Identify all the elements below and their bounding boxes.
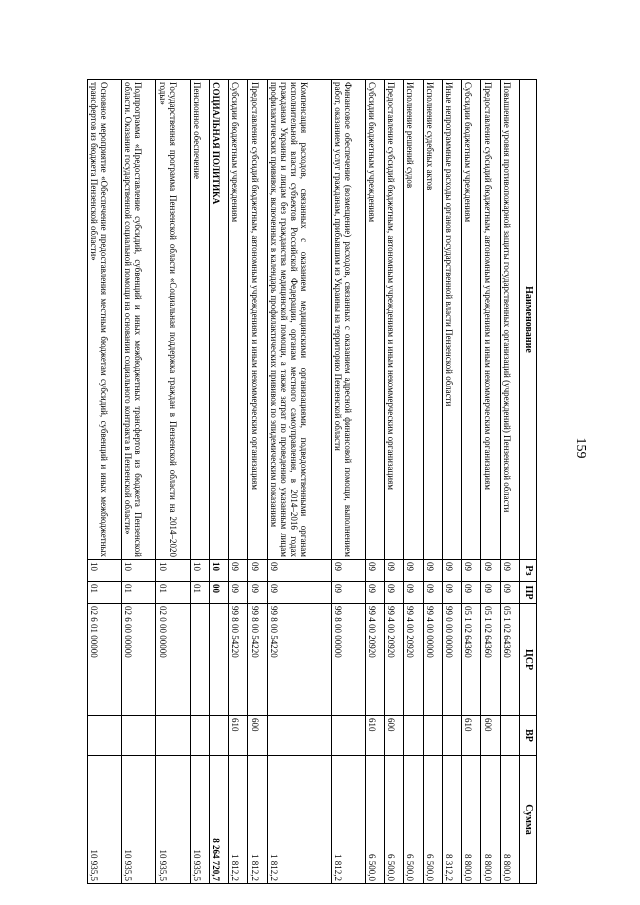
cell-rz: 09 xyxy=(462,560,481,582)
cell-rz: 09 xyxy=(365,560,384,582)
cell-sum: 6 500,0 xyxy=(404,756,423,884)
table-row xyxy=(365,80,384,884)
cell-name: Субсидии бюджетным учреждениям xyxy=(229,80,248,560)
cell-csr: 05 1 02 64360 xyxy=(462,604,481,716)
cell-pr: 01 xyxy=(88,582,122,604)
cell-pr: 09 xyxy=(331,582,365,604)
cell-sum: 6 500,0 xyxy=(423,756,442,884)
cell-sum: 1 812,2 xyxy=(229,756,248,884)
cell-vr: 610 xyxy=(462,716,481,756)
cell-name: Финансовое обеспечение (возмещение) расходов, связанных с оказанием адресной финансовой помощи, выполнением работ, оказанием услуг гражданам, прибывшим из Украины на территорию Пензенской области xyxy=(331,80,365,560)
table-header-row xyxy=(520,80,537,884)
cell-rz: 10 xyxy=(122,560,156,582)
cell-vr: 610 xyxy=(229,716,248,756)
cell-rz: 09 xyxy=(404,560,423,582)
cell-rz: 10 xyxy=(156,560,190,582)
cell-sum: 10 935,5 xyxy=(190,756,209,884)
table-row xyxy=(385,80,404,884)
table-row xyxy=(229,80,248,884)
cell-pr: 09 xyxy=(385,582,404,604)
cell-rz: 10 xyxy=(88,560,122,582)
cell-csr: 99 4 00 20920 xyxy=(404,604,423,716)
cell-csr: 02 6 01 00000 xyxy=(88,604,122,716)
cell-vr xyxy=(442,716,461,756)
cell-pr: 01 xyxy=(156,582,190,604)
cell-csr xyxy=(190,604,209,716)
cell-pr: 09 xyxy=(481,582,500,604)
cell-vr xyxy=(209,716,228,756)
cell-sum: 10 935,5 xyxy=(156,756,190,884)
cell-vr: 600 xyxy=(385,716,404,756)
cell-vr xyxy=(404,716,423,756)
cell-csr: 99 8 00 54220 xyxy=(229,604,248,716)
cell-vr xyxy=(88,716,122,756)
cell-csr: 99 4 00 20920 xyxy=(365,604,384,716)
cell-name: Государственная программа Пензенской области «Социальная поддержка граждан в Пензенской области на 2014–2020 годы» xyxy=(156,80,190,560)
cell-pr: 09 xyxy=(462,582,481,604)
cell-rz: 09 xyxy=(500,560,519,582)
table-row xyxy=(331,80,365,884)
table-row xyxy=(209,80,228,884)
cell-vr: 600 xyxy=(248,716,267,756)
cell-vr xyxy=(423,716,442,756)
cell-vr xyxy=(267,716,331,756)
table-row xyxy=(500,80,519,884)
cell-pr: 09 xyxy=(500,582,519,604)
cell-csr: 99 4 00 20920 xyxy=(385,604,404,716)
cell-sum: 1 812,2 xyxy=(331,756,365,884)
table-row xyxy=(88,80,122,884)
table-row xyxy=(156,80,190,884)
cell-csr: 99 4 00 00000 xyxy=(423,604,442,716)
header-rz: Рз xyxy=(520,560,537,582)
cell-vr: 600 xyxy=(481,716,500,756)
cell-sum: 8 264 720,7 xyxy=(209,756,228,884)
cell-pr: 09 xyxy=(365,582,384,604)
table-row xyxy=(423,80,442,884)
page-number: 159 xyxy=(573,437,588,459)
cell-rz: 09 xyxy=(385,560,404,582)
cell-name: Субсидии бюджетным учреждениям xyxy=(365,80,384,560)
rotated-table-container xyxy=(87,79,537,883)
cell-name: Иные непрограммные расходы органов государственной власти Пензенской области xyxy=(442,80,461,560)
cell-csr: 99 8 00 54220 xyxy=(267,604,331,716)
header-name: Наименование xyxy=(520,80,537,560)
cell-rz: 09 xyxy=(442,560,461,582)
cell-name: Предоставление субсидий бюджетным, автономным учреждениям и иным некоммерческим организациям xyxy=(481,80,500,560)
cell-vr xyxy=(331,716,365,756)
table-row xyxy=(442,80,461,884)
cell-csr: 99 0 00 00000 xyxy=(442,604,461,716)
cell-sum: 1 812,2 xyxy=(248,756,267,884)
cell-name: Предоставление субсидий бюджетным, автономным учреждениям и иным некоммерческим организациям xyxy=(385,80,404,560)
cell-pr: 01 xyxy=(122,582,156,604)
cell-pr: 01 xyxy=(190,582,209,604)
cell-vr: 610 xyxy=(365,716,384,756)
cell-name: Основное мероприятие «Обеспечение предоставления местным бюджетам субсидий, субвенций и иных межбюджетных трансфертов из бюджета Пензенской области» xyxy=(88,80,122,560)
cell-csr: 05 1 02 64360 xyxy=(500,604,519,716)
cell-pr: 09 xyxy=(267,582,331,604)
cell-csr: 99 8 00 54220 xyxy=(248,604,267,716)
cell-name: Исполнение решений судов xyxy=(404,80,423,560)
cell-rz: 09 xyxy=(481,560,500,582)
header-pr: ПР xyxy=(520,582,537,604)
cell-pr: 09 xyxy=(442,582,461,604)
table-row xyxy=(404,80,423,884)
cell-name: Субсидии бюджетным учреждениям xyxy=(462,80,481,560)
cell-csr: 02 0 00 00000 xyxy=(156,604,190,716)
header-sum: Сумма xyxy=(520,756,537,884)
cell-sum: 10 935,5 xyxy=(88,756,122,884)
cell-rz: 09 xyxy=(229,560,248,582)
cell-sum: 8 800,0 xyxy=(500,756,519,884)
table-row xyxy=(267,80,331,884)
cell-vr xyxy=(156,716,190,756)
cell-rz: 10 xyxy=(190,560,209,582)
cell-vr xyxy=(190,716,209,756)
table-row xyxy=(190,80,209,884)
cell-sum: 10 935,5 xyxy=(122,756,156,884)
budget-table-frame xyxy=(87,79,537,883)
cell-sum: 1 812,2 xyxy=(267,756,331,884)
table-row xyxy=(481,80,500,884)
cell-name: Пенсионное обеспечение xyxy=(190,80,209,560)
cell-vr xyxy=(122,716,156,756)
cell-sum: 6 500,0 xyxy=(365,756,384,884)
budget-table xyxy=(87,79,537,884)
cell-pr: 09 xyxy=(423,582,442,604)
cell-rz: 09 xyxy=(267,560,331,582)
cell-pr: 09 xyxy=(248,582,267,604)
cell-name: Повышение уровня противопожарной защиты государственных организаций (учреждений) Пензенской области xyxy=(500,80,519,560)
cell-csr: 02 6 00 00000 xyxy=(122,604,156,716)
table-row xyxy=(462,80,481,884)
cell-csr: 99 8 00 00000 xyxy=(331,604,365,716)
cell-csr: 05 1 02 64360 xyxy=(481,604,500,716)
cell-pr: 09 xyxy=(404,582,423,604)
cell-sum: 8 312,2 xyxy=(442,756,461,884)
cell-sum: 8 800,0 xyxy=(481,756,500,884)
cell-rz: 09 xyxy=(331,560,365,582)
cell-rz: 09 xyxy=(248,560,267,582)
table-row xyxy=(248,80,267,884)
cell-sum: 6 500,0 xyxy=(385,756,404,884)
cell-name: Компенсация расходов, связанных с оказанием медицинскими организациями, подведомственными органам исполнительной власти субъектов Российской Федерации, органам местного самоуправления, в 2014–2016 годах гражданам Украины и лицам без гражданства медицинской помощи, а также затрат по проведению указанным лицам профилактических прививок, включенных в календарь профилактических прививок по эпидемическим показаниям xyxy=(267,80,331,560)
cell-name: СОЦИАЛЬНАЯ ПОЛИТИКА xyxy=(209,80,228,560)
header-csr: ЦСР xyxy=(520,604,537,716)
cell-name: Исполнение судебных актов xyxy=(423,80,442,560)
cell-rz: 10 xyxy=(209,560,228,582)
cell-name: Подпрограмма «Предоставление субсидий, субвенций и иных межбюджетных трансфертов из бюджета Пензенской области. Оказание государственной социальной помощи на основании социального контракта в Пензенской области» xyxy=(122,80,156,560)
cell-rz: 09 xyxy=(423,560,442,582)
cell-vr xyxy=(500,716,519,756)
table-row xyxy=(122,80,156,884)
cell-pr: 09 xyxy=(229,582,248,604)
cell-sum: 8 800,0 xyxy=(462,756,481,884)
cell-csr xyxy=(209,604,228,716)
header-vr: ВР xyxy=(520,716,537,756)
table-body xyxy=(88,80,520,884)
cell-name: Предоставление субсидий бюджетным, автономным учреждениям и иным некоммерческим организациям xyxy=(248,80,267,560)
cell-pr: 00 xyxy=(209,582,228,604)
